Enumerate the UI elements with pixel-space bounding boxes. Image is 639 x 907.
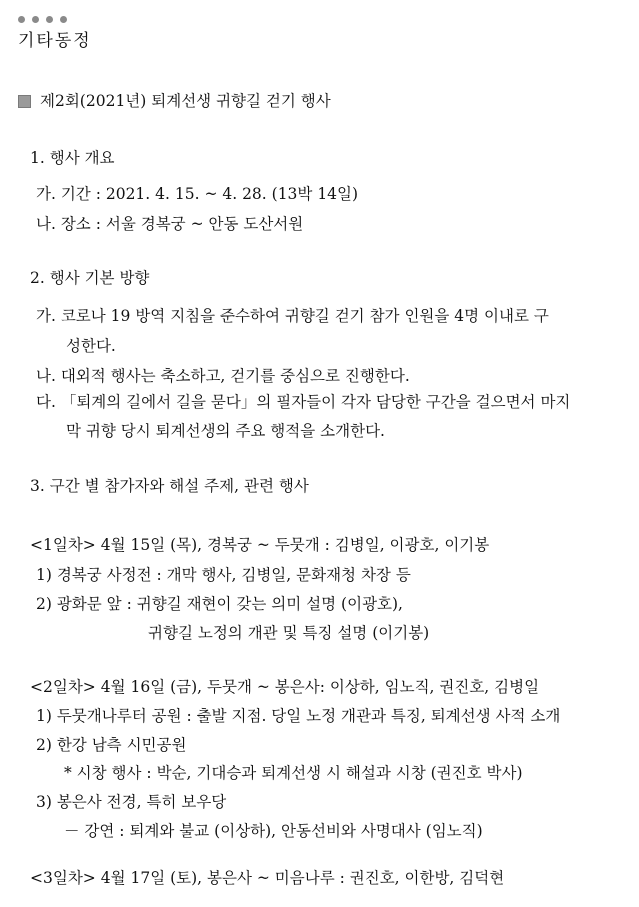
day2-subitem: － 강연 : 퇴계와 불교 (이상하), 안동선비와 사명대사 (임노직) — [64, 822, 483, 840]
section-category: 기타동정 — [18, 31, 92, 51]
dot-icon — [46, 16, 53, 23]
day3-title: <3일차> 4월 17일 (토), 봉은사 ~ 미음나루 : 권진호, 이한방, 김덕현 — [30, 869, 505, 887]
day2-title: <2일차> 4월 16일 (금), 두뭇개 ~ 봉은사: 이상하, 임노직, 권진호, 김병일 — [30, 678, 540, 696]
day2-item: 2) 한강 남측 시민공원 — [36, 736, 187, 754]
period-item: 가. 기간 : 2021. 4. 15. ~ 4. 28. (13박 14일) — [36, 185, 359, 203]
square-bullet-icon — [18, 95, 31, 108]
dot-icon — [32, 16, 39, 23]
direction-item-b: 나. 대외적 행사는 축소하고, 걷기를 중심으로 진행한다. — [36, 367, 410, 385]
section-1-heading: 1. 행사 개요 — [30, 149, 115, 167]
direction-item-c: 다. 「퇴계의 길에서 길을 묻다」의 필자들이 각자 담당한 구간을 걸으면서 마지 — [36, 393, 571, 411]
event-title: 제2회(2021년) 퇴계선생 귀향길 걷기 행사 — [40, 92, 331, 110]
dot-icon — [60, 16, 67, 23]
section-3-heading: 3. 구간 별 참가자와 해설 주제, 관련 행사 — [30, 477, 309, 495]
dot-icon — [18, 16, 25, 23]
day2-item: 3) 봉은사 전경, 특히 보우당 — [36, 793, 227, 811]
day1-item: 2) 광화문 앞 : 귀향길 재현이 갖는 의미 설명 (이광호), — [36, 595, 403, 613]
section-2-heading: 2. 행사 기본 방향 — [30, 269, 150, 287]
day2-item: 1) 두뭇개나루터 공원 : 출발 지점. 당일 노정 개관과 특징, 퇴계선생 사적 소개 — [36, 707, 561, 725]
direction-item-a-cont: 성한다. — [66, 337, 116, 355]
day1-title: <1일차> 4월 15일 (목), 경복궁 ~ 두뭇개 : 김병일, 이광호, 이기봉 — [30, 536, 490, 554]
direction-item-c-cont: 막 귀향 당시 퇴계선생의 주요 행적을 소개한다. — [66, 422, 385, 440]
direction-item-a: 가. 코로나 19 방역 지침을 준수하여 귀향길 걷기 참가 인원을 4명 이내로 구 — [36, 307, 549, 325]
place-item: 나. 장소 : 서울 경복궁 ~ 안동 도산서원 — [36, 215, 304, 233]
day1-item-cont: 귀향길 노정의 개관 및 특징 설명 (이기봉) — [148, 624, 430, 642]
day1-item: 1) 경복궁 사정전 : 개막 행사, 김병일, 문화재청 차장 등 — [36, 566, 411, 584]
day2-subitem: * 시창 행사 : 박순, 기대승과 퇴계선생 시 해설과 시창 (권진호 박사) — [64, 764, 523, 782]
